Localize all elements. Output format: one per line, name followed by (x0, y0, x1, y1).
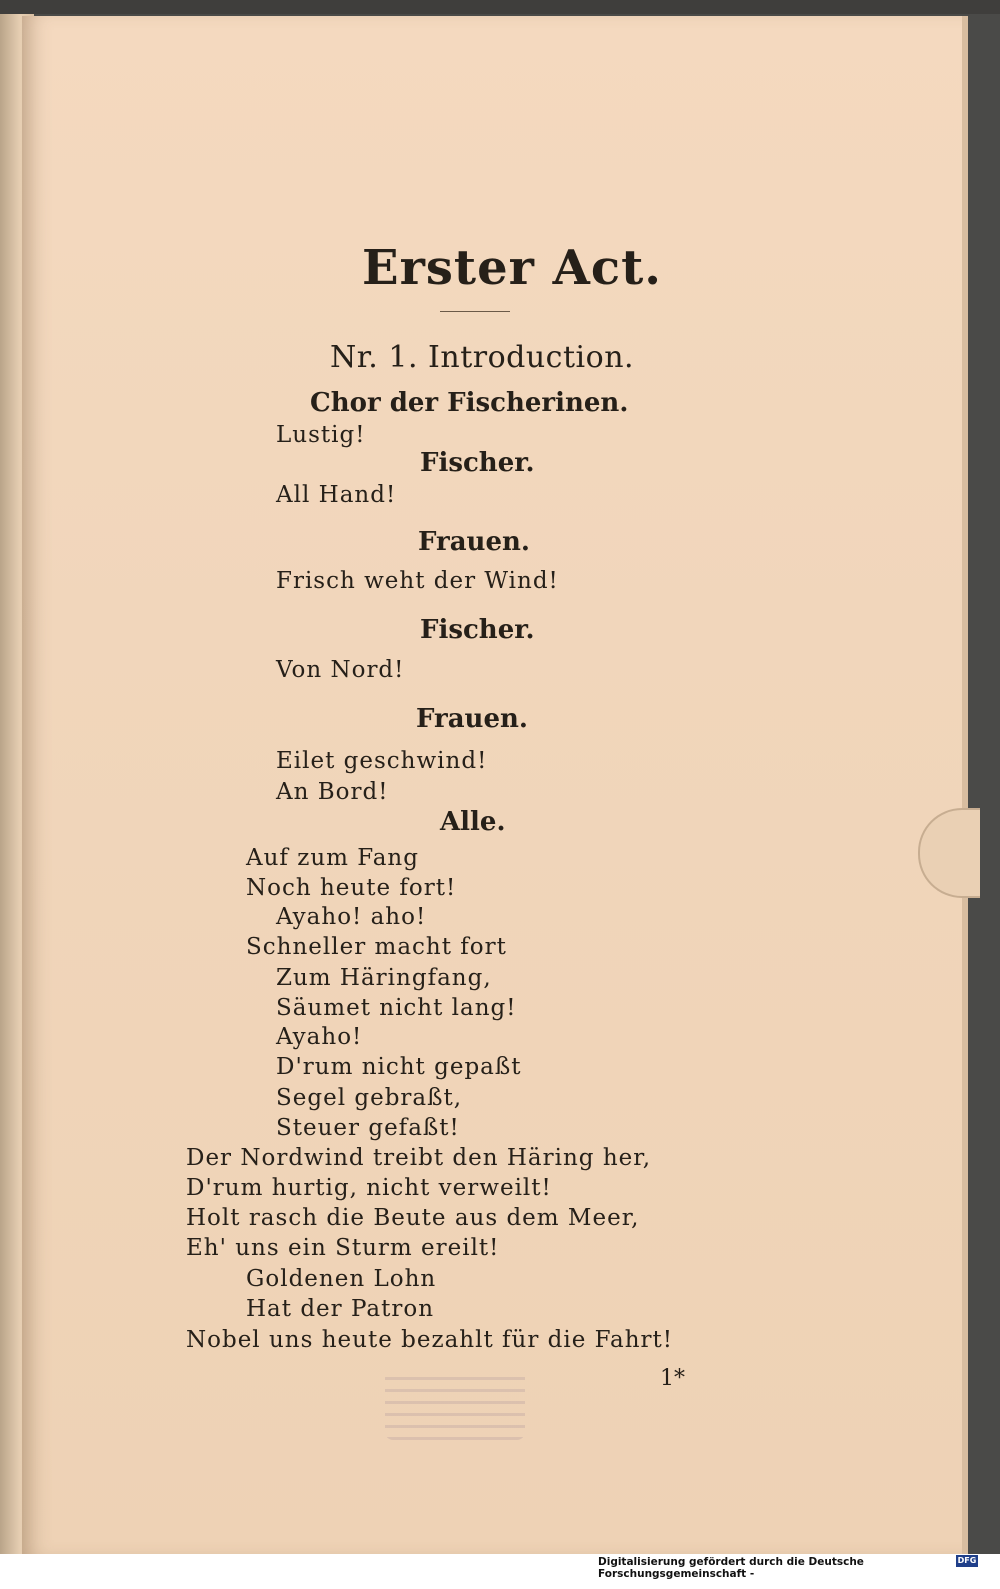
verse-line: Segel gebraßt, (276, 1085, 463, 1111)
verse-line: Steuer gefaßt! (276, 1115, 460, 1141)
speaker-frauen: Frauen. (416, 704, 528, 734)
verse-line: All Hand! (276, 482, 397, 508)
speaker-frauen: Frauen. (418, 527, 530, 557)
verse-line: Zum Häringfang, (276, 965, 492, 991)
verse-line: Frisch weht der Wind! (276, 568, 559, 594)
act-title: Erster Act. (362, 240, 662, 296)
speaker-fischer: Fischer. (420, 615, 535, 645)
verse-line: Eilet geschwind! (276, 748, 488, 774)
verse-line: Eh' uns ein Sturm ereilt! (186, 1235, 500, 1261)
verse-line: An Bord! (276, 779, 389, 805)
folio-mark: 1* (660, 1366, 685, 1391)
verse-line: Lustig! (276, 422, 366, 448)
speaker-alle: Alle. (440, 807, 506, 837)
dfg-logo: DFG (957, 1556, 977, 1565)
verse-line: Holt rasch die Beute aus dem Meer, (186, 1205, 640, 1231)
verse-line: Ayaho! aho! (276, 904, 427, 930)
number-heading: Nr. 1. Introduction. (330, 340, 635, 375)
verse-line: Ayaho! (276, 1024, 363, 1050)
verse-line: Hat der Patron (246, 1296, 435, 1322)
verse-line: D'rum nicht gepaßt (276, 1054, 522, 1080)
speaker-chor: Chor der Fischerinen. (310, 388, 629, 418)
verse-line: Auf zum Fang (246, 845, 419, 871)
title-rule (440, 311, 510, 312)
verse-line: Noch heute fort! (246, 875, 457, 901)
footer-credit: Digitalisierung gefördert durch die Deutsche Forschungsgemeinschaft - (598, 1556, 864, 1580)
speaker-fischer: Fischer. (420, 448, 535, 478)
verse-line: D'rum hurtig, nicht verweilt! (186, 1175, 552, 1201)
verse-line: Säumet nicht lang! (276, 995, 517, 1021)
verse-line: Schneller macht fort (246, 934, 507, 960)
library-stamp (385, 1370, 525, 1440)
scan-top-edge (0, 0, 1000, 14)
verse-line: Von Nord! (276, 657, 405, 683)
verse-line: Nobel uns heute bezahlt für die Fahrt! (186, 1327, 674, 1353)
verse-line: Der Nordwind treibt den Häring her, (186, 1145, 652, 1171)
verse-line: Goldenen Lohn (246, 1266, 437, 1292)
